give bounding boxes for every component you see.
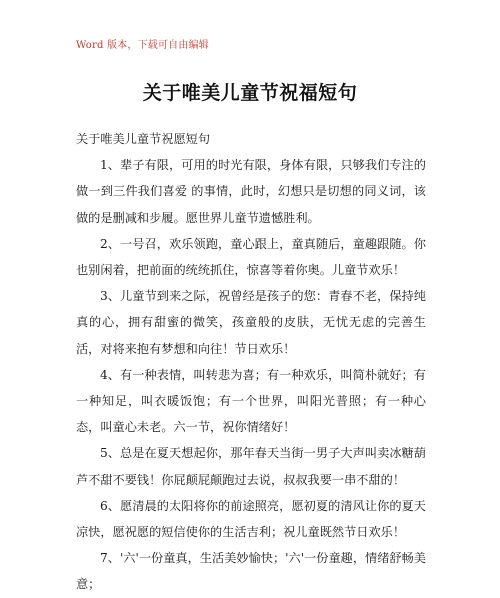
paragraph-1: 1、辈子有限，可用的时光有限，身体有限，只够我们专注的做一到三件我们喜爱 的事情，此时，幻想只是切想的同义词，该做的是删减和步履。愿世界儿童节遗憾胜利。 xyxy=(76,158,426,225)
document-title: 关于唯美儿童节祝福短句 xyxy=(142,82,358,104)
intro-line: 关于唯美儿童节祝愿短句 xyxy=(76,132,211,146)
document-body xyxy=(76,126,426,598)
paragraph-2: 2、一号召，欢乐领跑，童心跟上，童真随后，童趣跟随。你也别闲着，把前面的统统抓住，惊喜等着你奥。儿童节欢乐！ xyxy=(76,236,426,278)
paragraph-3: 3、儿童节到来之际，祝曾经是孩子的您：青春不老，保持纯真的心，拥有甜蜜的微笑，孩童般的皮肤，无忧无虑的完善生活，对将来抱有梦想和向往！节日欢乐！ xyxy=(76,289,426,356)
watermark-text: Word 版本，下载可自由编辑 xyxy=(76,40,209,51)
paragraph-6: 6、愿清晨的太阳将你的前途照亮，愿初夏的清风让你的夏天凉快，愿祝愿的短信使你的生活吉利；祝儿童既然节日欢乐！ xyxy=(76,498,426,540)
paragraph-7: 7、'六'一份童真，生活美妙愉快；'六'一份童趣，情绪舒畅美意； xyxy=(76,551,426,592)
paragraph-4: 4、有一种表情，叫转悲为喜；有一种欢乐，叫简朴就好；有一种知足，叫衣暖饭饱；有一个世界，叫阳光普照；有一种心态，叫童心未老。六一节，祝你情绪好！ xyxy=(76,367,426,435)
paragraph-5: 5、总是在夏天想起你，那年春天当街一男子大声叫卖冰糖葫芦不甜不要钱！你屁颠屁颠跑过去说，叔叔我要一串不甜的！ xyxy=(76,446,426,487)
